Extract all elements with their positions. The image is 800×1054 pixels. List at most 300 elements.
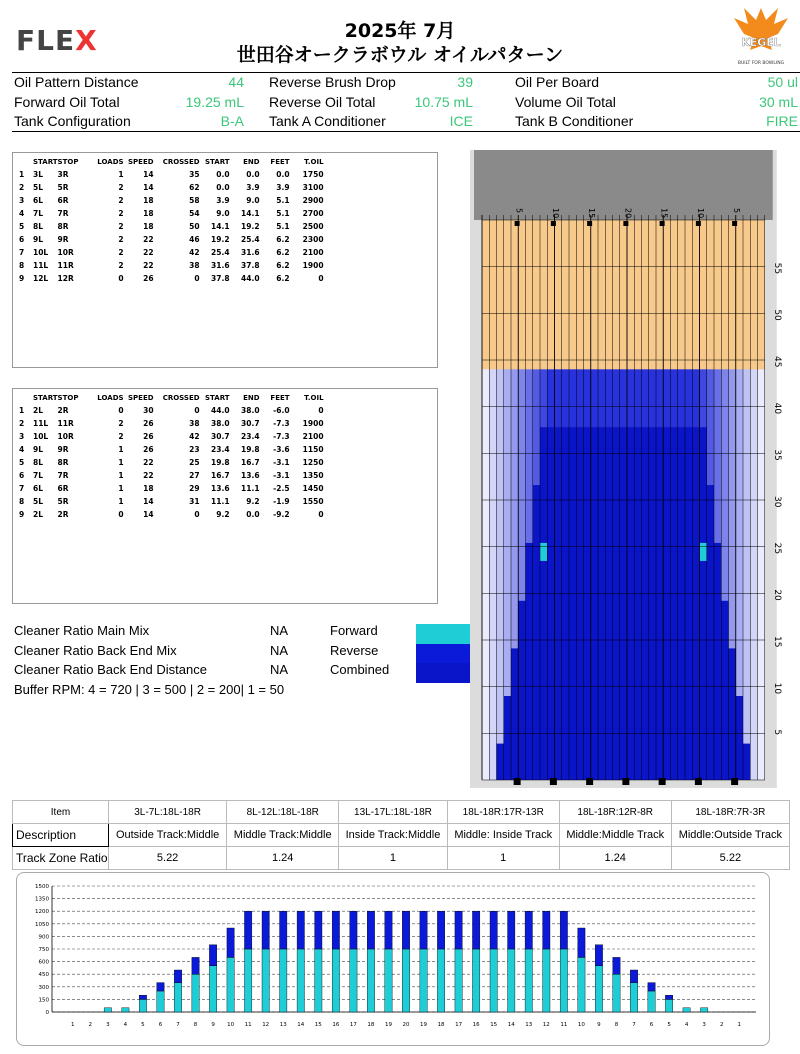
loads-cell: 0: [318, 274, 324, 283]
divider-top: [12, 72, 800, 73]
loads-header: CROSSED: [162, 157, 200, 166]
bar-segment: [280, 911, 287, 949]
bar-segment: [525, 949, 532, 1012]
combined-oil-board: [671, 427, 678, 780]
bar-segment: [385, 911, 392, 949]
loads-header: STOP: [57, 157, 79, 166]
row-header: Item: [13, 801, 109, 824]
forward-only-mark: [700, 543, 707, 561]
loads-cell: 44.0: [211, 406, 230, 415]
loads-header: END: [243, 393, 260, 402]
y-tick-label: 1050: [35, 921, 49, 928]
loads-cell: 37.8: [241, 261, 260, 270]
loads-cell: 38: [189, 419, 200, 428]
combined-oil-board: [743, 744, 750, 780]
track-cell: Middle:Middle Track: [559, 824, 671, 847]
bar-segment: [560, 949, 567, 1012]
combined-oil-board: [685, 427, 692, 780]
feet-tick-label: 5: [771, 729, 782, 736]
legend-label: Reverse: [330, 642, 379, 658]
top-tick-label: 10: [695, 208, 705, 219]
dot-marker: [695, 778, 702, 785]
feet-tick-label: 45: [771, 356, 782, 368]
track-cell: 18L-18R:17R-13R: [447, 801, 559, 824]
oil-board: [497, 369, 504, 780]
loads-cell: 2500: [302, 222, 324, 231]
info-label: Tank A Conditioner: [269, 113, 386, 129]
loads-cell: 16.7: [241, 458, 260, 467]
loads-cell: 50: [189, 222, 200, 231]
loads-cell: -3.6: [273, 445, 290, 454]
track-cell: 18L-18R:7R-3R: [671, 801, 789, 824]
bar-segment: [367, 949, 374, 1012]
bar-segment: [665, 999, 672, 1012]
loads-cell: 12R: [57, 274, 74, 283]
x-tick-label: 1: [737, 1022, 741, 1028]
loads-cell: 1: [118, 170, 124, 179]
loads-cell: 9: [19, 510, 25, 519]
combined-oil-board: [613, 427, 620, 780]
cleaner-value: NA: [270, 662, 289, 677]
x-tick-label: 18: [367, 1022, 375, 1028]
loads-cell: 31.6: [211, 261, 230, 270]
bar-segment: [244, 911, 251, 949]
loads-cell: 5L: [33, 183, 43, 192]
top-tick-label: 15: [587, 208, 597, 219]
combined-oil-board: [678, 427, 685, 780]
combined-oil-board: [627, 427, 634, 780]
loads-cell: 18: [143, 209, 154, 218]
info-value: ICE: [449, 113, 473, 129]
x-tick-label: 14: [297, 1022, 305, 1028]
loads-cell: 6.2: [276, 248, 290, 257]
loads-cell: 9R: [57, 445, 69, 454]
buffer-rpm: Buffer RPM: 4 = 720 | 3 = 500 | 2 = 200| 1 = 50: [14, 682, 285, 697]
track-cell: 3L-7L:18L-18R: [109, 801, 227, 824]
combined-oil-board: [620, 427, 627, 780]
loads-cell: -7.3: [273, 419, 290, 428]
bar-segment: [262, 911, 269, 949]
loads-header: LOADS: [97, 157, 124, 166]
forward-loads-table: [12, 152, 438, 368]
info-label: Tank Configuration: [14, 113, 131, 129]
arrow-marker: [551, 221, 556, 226]
loads-cell: 26: [143, 445, 154, 454]
bar-segment: [648, 991, 655, 1012]
loads-cell: 12L: [33, 274, 49, 283]
combined-oil-board: [649, 427, 656, 780]
loads-cell: -3.1: [273, 458, 290, 467]
bar-segment: [332, 949, 339, 1012]
bar-segment: [472, 911, 479, 949]
loads-cell: 3R: [57, 170, 69, 179]
loads-cell: -6.0: [273, 406, 290, 415]
loads-cell: 6: [19, 235, 25, 244]
x-tick-label: 13: [279, 1022, 287, 1028]
loads-cell: 22: [143, 248, 154, 257]
loads-cell: 9.0: [216, 209, 230, 218]
loads-cell: 0: [318, 510, 324, 519]
loads-cell: 1150: [302, 445, 324, 454]
loads-cell: 14.1: [241, 209, 260, 218]
loads-cell: 2: [118, 419, 124, 428]
bar-segment: [104, 1008, 111, 1012]
x-tick-label: 15: [490, 1022, 498, 1028]
loads-cell: 18: [143, 484, 154, 493]
loads-cell: 30.7: [241, 419, 260, 428]
feet-tick-label: 10: [771, 682, 782, 695]
y-tick-label: 1500: [35, 884, 49, 890]
dot-marker: [514, 778, 521, 785]
loads-cell: 5.1: [276, 196, 290, 205]
bar-segment: [595, 945, 602, 966]
x-tick-label: 17: [455, 1022, 463, 1028]
kegel-logo: [728, 2, 794, 68]
x-tick-label: 9: [597, 1022, 601, 1028]
loads-cell: 9R: [57, 235, 69, 244]
bar-segment: [227, 957, 234, 1012]
loads-cell: 9.0: [246, 196, 260, 205]
loads-cell: 6R: [57, 484, 69, 493]
track-cell: 5.22: [671, 847, 789, 870]
loads-header: START: [205, 157, 230, 166]
eagle-icon: [728, 2, 794, 68]
x-tick-label: 17: [349, 1022, 357, 1028]
loads-cell: 0.0: [216, 183, 230, 192]
bar-segment: [350, 911, 357, 949]
loads-cell: -3.1: [273, 471, 290, 480]
bar-segment: [578, 928, 585, 957]
combined-oil-board: [526, 543, 533, 780]
y-tick-label: 1200: [35, 909, 49, 916]
loads-cell: -9.2: [273, 510, 290, 519]
loads-cell: 3L: [33, 170, 43, 179]
info-label: Volume Oil Total: [515, 93, 616, 110]
loads-cell: 1: [118, 445, 124, 454]
y-tick-label: 1350: [35, 896, 49, 903]
loads-cell: 9.2: [216, 510, 230, 519]
combined-oil-board: [692, 427, 699, 780]
oil-board: [743, 369, 750, 780]
bar-segment: [139, 999, 146, 1012]
bar-segment: [508, 911, 515, 949]
bar-segment: [227, 928, 234, 957]
loads-cell: 6L: [33, 196, 43, 205]
x-tick-label: 6: [158, 1022, 163, 1028]
table-row: [19, 417, 324, 430]
loads-cell: 1900: [302, 419, 324, 428]
track-cell: Middle:Outside Track: [671, 824, 789, 847]
bar-segment: [613, 974, 620, 1012]
loads-cell: 1: [19, 170, 25, 179]
bar-segment: [420, 911, 427, 949]
bar-segment: [139, 995, 146, 999]
loads-cell: 14: [143, 170, 154, 179]
loads-cell: 26: [143, 274, 154, 283]
track-cell: Inside Track:Middle: [339, 824, 448, 847]
y-tick-label: 0: [45, 1010, 49, 1016]
cleaner-label: Cleaner Ratio Main Mix: [14, 623, 150, 638]
track-cell: 8L-12L:18L-18R: [227, 801, 339, 824]
loads-cell: 11L: [33, 419, 49, 428]
loads-cell: 11L: [33, 261, 49, 270]
loads-cell: 8R: [57, 222, 69, 231]
loads-cell: 3.9: [276, 183, 290, 192]
feet-tick-label: 55: [771, 262, 782, 275]
table-row: [19, 456, 324, 469]
combined-oil-board: [584, 427, 591, 780]
lane-oil-graph: [470, 150, 800, 790]
loads-cell: 1900: [302, 261, 324, 270]
info-value: 30 mL: [759, 93, 798, 110]
loads-header: END: [243, 157, 260, 166]
table-row: [19, 220, 324, 233]
loads-cell: 14: [143, 497, 154, 506]
combined-oil-board: [707, 485, 714, 780]
x-tick-label: 8: [193, 1022, 198, 1028]
loads-cell: 27: [189, 471, 200, 480]
info-value: FIRE: [766, 113, 798, 129]
divider-bottom: [12, 131, 800, 132]
bar-segment: [367, 911, 374, 949]
combined-oil-board: [533, 485, 540, 780]
bar-segment: [157, 983, 164, 991]
loads-cell: 25: [189, 458, 200, 467]
loads-cell: 19.2: [241, 222, 260, 231]
info-value: 50 ul: [767, 74, 798, 90]
combined-oil-board: [555, 427, 562, 780]
loads-cell: 23.4: [211, 445, 230, 454]
arrow-marker: [515, 221, 520, 226]
loads-cell: 7: [19, 248, 25, 257]
bar-segment: [613, 957, 620, 974]
loads-cell: 1450: [302, 484, 324, 493]
loads-cell: 11R: [57, 419, 74, 428]
loads-cell: 0: [118, 510, 124, 519]
loads-cell: 7L: [33, 209, 43, 218]
loads-cell: 0: [194, 406, 200, 415]
combined-oil-board: [736, 696, 743, 780]
loads-header: START: [33, 157, 58, 166]
loads-cell: 5.1: [276, 222, 290, 231]
loads-cell: 58: [189, 196, 200, 205]
y-tick-label: 150: [38, 997, 49, 1004]
x-tick-label: 4: [123, 1022, 128, 1028]
combined-oil-board: [504, 696, 511, 780]
y-tick-label: 300: [38, 984, 49, 991]
loads-cell: 2R: [57, 406, 69, 415]
loads-cell: 22: [143, 235, 154, 244]
loads-cell: 2L: [33, 406, 43, 415]
track-cell: 18L-18R:12R-8R: [559, 801, 671, 824]
info-label: Reverse Oil Total: [269, 93, 376, 110]
bar-segment: [209, 945, 216, 966]
dot-marker: [550, 778, 557, 785]
feet-tick-label: 25: [771, 542, 782, 555]
loads-cell: 2: [118, 261, 124, 270]
loads-header: T.OIL: [304, 393, 324, 402]
x-tick-label: 4: [684, 1022, 689, 1028]
loads-cell: 0: [318, 406, 324, 415]
combined-oil-board: [562, 427, 569, 780]
loads-cell: 1: [118, 471, 124, 480]
combined-oil-board: [576, 427, 583, 780]
combined-oil-board: [634, 427, 641, 780]
loads-cell: 42: [189, 432, 200, 441]
info-label: Forward Oil Total: [14, 93, 120, 110]
loads-header: START: [33, 393, 58, 402]
table-row: [19, 404, 324, 417]
arrow-marker: [732, 221, 737, 226]
bar-segment: [192, 957, 199, 974]
loads-header: [19, 155, 33, 168]
loads-cell: 6R: [57, 196, 69, 205]
x-tick-label: 8: [614, 1022, 619, 1028]
table-row: [19, 508, 324, 521]
loads-cell: 0.0: [246, 170, 260, 179]
loads-cell: 0.0: [276, 170, 290, 179]
loads-cell: 0: [118, 274, 124, 283]
bar-segment: [174, 970, 181, 983]
bar-segment: [420, 949, 427, 1012]
table-row: [19, 246, 324, 259]
x-tick-label: 10: [577, 1022, 585, 1028]
combined-oil-board: [591, 427, 598, 780]
loads-cell: 6.2: [276, 235, 290, 244]
table-row: [19, 168, 324, 181]
table-row: [19, 482, 324, 495]
y-tick-label: 900: [38, 934, 49, 941]
bar-segment: [648, 983, 655, 991]
table-row: [19, 233, 324, 246]
x-tick-label: 16: [472, 1022, 480, 1028]
top-tick-label: 5: [514, 208, 524, 214]
info-label: Oil Per Board: [515, 74, 600, 90]
info-value: B-A: [220, 113, 244, 129]
bar-segment: [630, 970, 637, 983]
loads-cell: 5R: [57, 183, 69, 192]
brand-x: X: [75, 24, 98, 57]
loads-cell: 3100: [302, 183, 324, 192]
bar-segment: [543, 949, 550, 1012]
loads-cell: 9: [19, 274, 25, 283]
loads-cell: 1750: [302, 170, 324, 179]
loads-cell: 2900: [302, 196, 324, 205]
info-value: 10.75 mL: [414, 93, 473, 110]
table-row: [19, 272, 324, 285]
info-value: 19.25 mL: [185, 93, 244, 110]
loads-cell: 25.4: [241, 235, 260, 244]
loads-cell: 4: [19, 209, 25, 218]
x-tick-label: 5: [141, 1022, 145, 1028]
loads-cell: 7R: [57, 209, 69, 218]
loads-cell: 1550: [302, 497, 324, 506]
loads-cell: 2: [118, 183, 124, 192]
bar-segment: [297, 949, 304, 1012]
x-tick-label: 16: [332, 1022, 340, 1028]
loads-cell: 2: [118, 209, 124, 218]
combined-oil-board: [642, 427, 649, 780]
loads-cell: 25.4: [211, 248, 230, 257]
loads-cell: 10L: [33, 432, 49, 441]
dot-marker: [622, 778, 629, 785]
legend-swatch: [416, 624, 472, 644]
track-cell: 1: [339, 847, 448, 870]
x-tick-label: 19: [384, 1022, 392, 1028]
info-value: 39: [457, 74, 473, 90]
loads-cell: 6.2: [276, 274, 290, 283]
feet-tick-label: 40: [771, 402, 782, 415]
track-zone-table: [12, 800, 790, 870]
bar-segment: [437, 911, 444, 949]
top-tick-label: 15: [659, 208, 669, 219]
bar-segment: [122, 1008, 129, 1012]
loads-header: SPEED: [128, 157, 154, 166]
loads-cell: 5.1: [276, 209, 290, 218]
arrow-marker: [623, 221, 628, 226]
loads-cell: 2: [118, 432, 124, 441]
x-tick-label: 3: [702, 1022, 706, 1028]
loads-cell: 54: [189, 209, 200, 218]
loads-cell: 8L: [33, 222, 43, 231]
top-tick-label: 5: [732, 208, 742, 214]
x-tick-label: 7: [632, 1022, 636, 1028]
loads-header: [19, 391, 33, 404]
info-label: Oil Pattern Distance: [14, 74, 139, 90]
loads-header: LOADS: [97, 393, 124, 402]
bar-segment: [297, 911, 304, 949]
loads-cell: 1: [118, 484, 124, 493]
bar-segment: [437, 949, 444, 1012]
feet-tick-label: 50: [771, 309, 782, 321]
oil-board: [758, 369, 765, 780]
loads-cell: 0.0: [216, 170, 230, 179]
bar-segment: [385, 949, 392, 1012]
combined-oil-board: [729, 648, 736, 780]
loads-header: START: [205, 393, 230, 402]
combined-oil-board: [497, 744, 504, 780]
x-tick-label: 7: [176, 1022, 180, 1028]
loads-cell: 2300: [302, 235, 324, 244]
x-tick-label: 9: [211, 1022, 215, 1028]
loads-cell: 2R: [57, 510, 69, 519]
loads-cell: 19.8: [211, 458, 230, 467]
loads-cell: 23.4: [241, 432, 260, 441]
reverse-loads-table: [12, 388, 438, 604]
loads-cell: 31.6: [241, 248, 260, 257]
combined-oil-board: [721, 601, 728, 780]
loads-header: STOP: [57, 393, 79, 402]
loads-cell: 0.0: [246, 510, 260, 519]
loads-cell: 1: [19, 406, 25, 415]
loads-cell: 7L: [33, 471, 43, 480]
table-row: [13, 824, 790, 847]
info-value: 44: [228, 74, 244, 90]
dot-marker: [731, 778, 738, 785]
bar-segment: [700, 1008, 707, 1012]
loads-cell: 9.2: [246, 497, 260, 506]
table-row: [19, 259, 324, 272]
x-tick-label: 3: [106, 1022, 110, 1028]
table-row: [13, 847, 790, 870]
x-tick-label: 20: [402, 1022, 410, 1028]
oil-board: [482, 369, 489, 780]
table-row: [19, 469, 324, 482]
loads-cell: 2100: [302, 432, 324, 441]
bar-segment: [455, 911, 462, 949]
combined-oil-board: [569, 427, 576, 780]
loads-cell: 8: [19, 261, 25, 270]
